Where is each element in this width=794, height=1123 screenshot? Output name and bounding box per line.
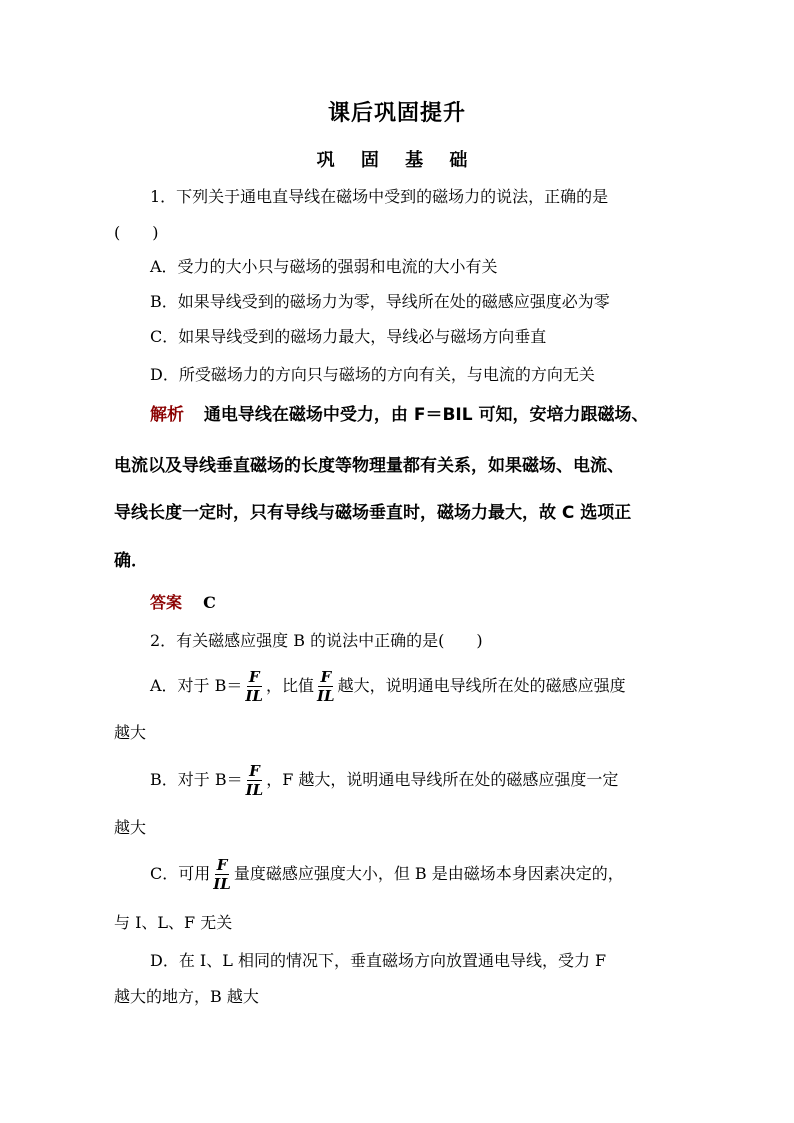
q2-c-prefix: C．可用 bbox=[150, 864, 211, 883]
q2-option-b bbox=[150, 762, 618, 799]
q2-stem: 2．有关磁感应强度 B 的说法中正确的是( ) bbox=[150, 631, 483, 650]
q2-a-middle: ，比值 bbox=[265, 676, 314, 695]
q2-c-suffix: 量度磁感应强度大小，但 B 是由磁场本身因素决定的， bbox=[233, 864, 624, 883]
q2-b-suffix: ，F 越大，说明通电导线所在处的磁感应强度一定 bbox=[266, 770, 619, 789]
q2-option-d: D．在 I、L 相同的情况下，垂直磁场方向放置通电导线，受力 F bbox=[150, 951, 607, 970]
q1-stem: 1．下列关于通电直导线在磁场中受到的磁场力的说法，正确的是 bbox=[150, 187, 609, 206]
q2-option-c-cont: 与 I、L、F 无关 bbox=[114, 913, 233, 932]
fraction-f-over-il: $\frac{F}{IL}$ bbox=[245, 762, 264, 799]
analysis-label: 解析 bbox=[150, 405, 184, 425]
q1-option-d: D．所受磁场力的方向只与磁场的方向有关，与电流的方向无关 bbox=[150, 365, 595, 384]
fraction-f-over-il: $\frac{F}{IL}$ bbox=[317, 668, 335, 705]
q1-answer bbox=[150, 592, 216, 614]
fraction-f-over-il: $\frac{F}{IL}$ bbox=[213, 856, 231, 893]
section-subtitle: 巩 固 基 础 bbox=[316, 150, 478, 171]
q2-a-suffix: 越大，说明通电导线所在处的磁感应强度 bbox=[337, 676, 626, 695]
page-title: 课后巩固提升 bbox=[327, 100, 466, 126]
q1-analysis-line-1 bbox=[150, 404, 649, 426]
q2-option-a bbox=[150, 668, 626, 705]
answer-label: 答案 bbox=[150, 593, 183, 612]
q2-a-prefix: A．对于 B＝ bbox=[150, 676, 243, 695]
q2-option-c bbox=[150, 856, 624, 893]
answer-value: C bbox=[203, 593, 216, 612]
q1-option-a: A．受力的大小只与磁场的强弱和电流的大小有关 bbox=[150, 257, 498, 276]
q1-option-b: B．如果导线受到的磁场力为零，导线所在处的磁感应强度必为零 bbox=[150, 292, 610, 311]
q1-option-c: C．如果导线受到的磁场力最大，导线必与磁场方向垂直 bbox=[150, 327, 547, 346]
fraction-f-over-il: $\frac{F}{IL}$ bbox=[245, 668, 263, 705]
q2-option-a-cont: 越大 bbox=[114, 723, 147, 742]
q1-analysis-line-3: 导线长度一定时，只有导线与磁场垂直时，磁场力最大，故 C 选项正 bbox=[114, 503, 632, 523]
q1-paren: ( ) bbox=[114, 223, 159, 242]
q1-analysis-line-4: 确． bbox=[114, 551, 148, 571]
q2-option-b-cont: 越大 bbox=[114, 818, 147, 837]
analysis-text: 通电导线在磁场中受力，由 F＝BIL 可知，安培力跟磁场、 bbox=[203, 405, 649, 425]
q2-option-d-cont: 越大的地方，B 越大 bbox=[114, 987, 259, 1006]
q2-b-prefix: B．对于 B＝ bbox=[150, 770, 243, 789]
q1-analysis-line-2: 电流以及导线垂直磁场的长度等物理量都有关系，如果磁场、电流、 bbox=[114, 456, 624, 476]
